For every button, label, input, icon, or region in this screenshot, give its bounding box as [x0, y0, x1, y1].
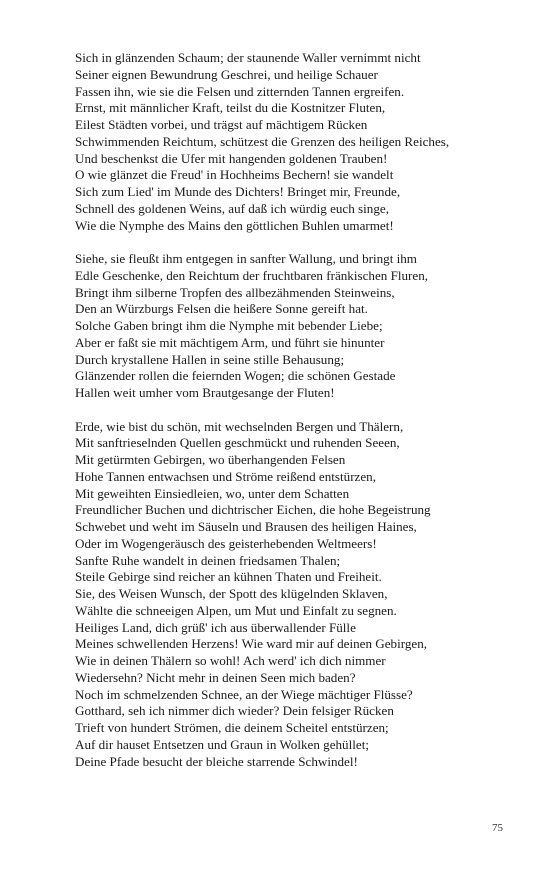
poem-line: Eilest Städten vorbei, und trägst auf mächtigem Rücken [75, 117, 368, 132]
poem-line: Erde, wie bist du schön, mit wechselnden Bergen und Thälern, [75, 418, 404, 434]
poem-text [75, 50, 525, 770]
poem-line: Seiner eignen Bewundrung Geschrei, und heilige Schauer [75, 66, 378, 82]
poem-line: Mit geweihten Einsiedleien, wo, unter dem Schatten [75, 485, 350, 501]
page-number: 75 [492, 822, 503, 834]
poem-line: Bringt ihm silberne Tropfen des allbezähmenden Steinweins, [75, 284, 395, 300]
stanza-break [75, 234, 525, 251]
poem-line: Mit getürmten Gebirgen, wo überhangenden Felsen [75, 452, 346, 467]
poem-line: Trieft von hundert Strömen, die deinem Scheitel entstürzen; [75, 720, 389, 735]
poem-line: Wiedersehn? Nicht mehr in deinen Seen mich baden? [75, 669, 356, 685]
poem-line: Sich zum Lied' im Munde des Dichters! Bringet mir, Freunde, [75, 184, 401, 199]
poem-line: Mit sanftrieselnden Quellen geschmückt und ruhenden Seeen, [75, 435, 400, 451]
poem-line: Oder im Wogengeräusch des geisterhebenden Weltmeers! [75, 535, 377, 551]
stanza-3 [75, 419, 525, 771]
poem-line: Schwebet und weht im Säuseln und Brausen des heiligen Haines, [75, 519, 417, 534]
poem-line: Noch im schmelzenden Schnee, an der Wiege mächtiger Flüsse? [75, 686, 413, 702]
poem-line: Schnell des goldenen Weins, auf daß ich würdig euch singe, [75, 200, 389, 216]
poem-line: Auf dir hauset Entsetzen und Graun in Wolken gehüllet; [75, 736, 369, 752]
poem-line: Heiliges Land, dich grüß' ich aus überwallender Fülle [75, 619, 356, 635]
poem-line: Schwimmenden Reichtum, schützest die Grenzen des heiligen Reiches, [75, 133, 450, 149]
poem-line: Den an Würzburgs Felsen die heißere Sonne gereift hat. [75, 301, 368, 317]
poem-line: Meines schwellenden Herzens! Wie ward mir auf deinen Gebirgen, [75, 636, 428, 652]
poem-line: Glänzender rollen die feiernden Wogen; die schönen Gestade [75, 368, 396, 384]
poem-line: O wie glänzet die Freud' in Hochheims Bechern! sie wandelt [75, 167, 394, 183]
poem-line: Fassen ihn, wie sie die Felsen und zitternden Tannen ergreifen. [75, 83, 405, 99]
poem-line: Hallen weit umher vom Brautgesange der Fluten! [75, 385, 335, 400]
poem-line: Und beschenkst die Ufer mit hangenden goldenen Trauben! [75, 150, 388, 166]
poem-line: Sie, des Weisen Wunsch, der Spott des klügelnden Sklaven, [75, 586, 388, 601]
poem-line: Steile Gebirge sind reicher an kühnen Thaten und Freiheit. [75, 569, 382, 585]
poem-line: Sich in glänzenden Schaum; der staunende Waller vernimmt nicht [75, 50, 421, 65]
poem-line: Gotthard, seh ich nimmer dich wieder? Dein felsiger Rücken [75, 703, 394, 719]
poem-line: Sanfte Ruhe wandelt in deinen friedsamen Thalen; [75, 552, 341, 568]
poem-line: Wie in deinen Thälern so wohl! Ach werd' ich dich nimmer [75, 653, 386, 668]
poem-line: Aber er faßt sie mit mächtigem Arm, und führt sie hinunter [75, 334, 385, 350]
poem-line: Ernst, mit männlicher Kraft, teilst du die Kostnitzer Fluten, [75, 100, 386, 116]
stanza-1 [75, 50, 525, 234]
poem-line: Solche Gaben bringt ihm die Nymphe mit bebender Liebe; [75, 318, 383, 333]
poem-line: Deine Pfade besucht der bleiche starrende Schwindel! [75, 753, 358, 769]
poem-line: Siehe, sie fleußt ihm entgegen in sanfter Wallung, und bringt ihm [75, 251, 417, 266]
stanza-break [75, 402, 525, 419]
poem-line: Freundlicher Buchen und dichtrischer Eichen, die hohe Begeistrung [75, 502, 431, 518]
poem-line: Wie die Nymphe des Mains den göttlichen Buhlen umarmet! [75, 217, 394, 233]
poem-line: Edle Geschenke, den Reichtum der fruchtbaren fränkischen Fluren, [75, 267, 429, 283]
poem-line: Wählte die schneeigen Alpen, um Mut und Einfalt zu segnen. [75, 602, 397, 618]
stanza-2 [75, 251, 525, 402]
poem-line: Durch krystallene Hallen in seine stille Behausung; [75, 351, 345, 367]
poem-line: Hohe Tannen entwachsen und Ströme reißend entstürzen, [75, 468, 376, 484]
